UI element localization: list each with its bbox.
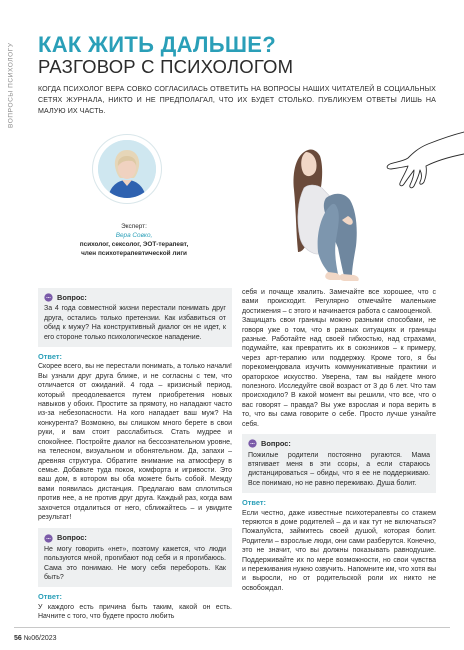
expert-caption [54,222,214,258]
page-number: 56 [14,635,22,642]
question-text: Не могу говорить «нет», поэтому кажется, что люди пользуются мной, прогибают под себя и я прогибаюсь. Сама это понимаю. Не могу себя перебороть. Как быть? [44,545,226,581]
answer-text-continued: Защищать свои границы можно разными способами, не говоря уже о том, что в разных ситуациях и границы разные. Работайте над своей гибкостью, над страхами, подумайте, как превратить их в союзников – к примеру, через арт-терапию или поддержку. Кроме того, я бы порекомендовала изучить коммуникативные практики и ораторское искусство. Уверена, там вы найдете много полезного. Исследуйте свой возраст от 3 до 6 лет. Что там происходило? В какой момент вы решили, что все, что о вас говорят – правда? Вы уже взрослая и пора верить в то, что вы сама говорите о себе. Просто лучше узнайте себя. [242,317,436,428]
expert-label: Эксперт: [121,223,147,230]
page-title: КАК ЖИТЬ ДАЛЬШЕ? [38,32,277,57]
speech-bubble-icon [248,439,257,448]
speech-bubble-icon [44,293,53,302]
question-text: За 4 года совместной жизни перестали понимать друг друга, остались только претензии. Как избавиться от обид к мужу? На конструктивный диалог он не идет, к его стороне только психологическое нападение. [44,305,226,341]
column-right [242,288,436,593]
page-subtitle: РАЗГОВОР С ПСИХОЛОГОМ [38,56,294,77]
page-footer [14,635,57,642]
question-box [242,434,436,493]
expert-name: Вера Совко, [115,232,153,239]
answer-text: Скорее всего, вы не перестали понимать, а только начали! Вы узнали друг друга ближе, и не согласны с тем, что отличается от ожиданий. 4 года – кризисный период, который преодолевается путем приобретения новых навыков у обоих. Простите за прямоту, но нападают часто из-за небезопасности. На кого нападает ваш муж? На конкурента? Возможно, вы слишком много берете в свои руки, и вам стоит расслабиться. Стать мудрее и спокойнее. Постройте диалог на бессознательном уровне, на телесном, визуальном и обонятельном. Да, запахи – древняя структура. Обратите внимание на атмосферу в семье. Добавьте туда покоя, комфорта и игривости. Это ваш дом, в котором вы оба можете быть собой. Между вами появилась дистанция. Предлагаю вам сплотиться против нее, а не против друг друга. Каждый раз, когда вам захочется отдалиться от него, сближайтесь – и увидите результат! [38,363,232,521]
expert-portrait-icon [98,140,156,198]
answer-text: Если честно, даже известные психотерапевты со стажем теряются в доме родителей – да и как тут не включаться? Пожалуйста, займитесь своей душой, которая болит. Родители – взрослые люди, они сами разберутся. Конечно, это не значит, что вы должны показывать равнодушие. Поддерживайте их по мере возможности, но свои чувства и переживания нужно озвучить. Напомните им, что хотя вы и выросли, но от родительской роли их никто не освобождал. [242,509,436,592]
question-box [38,528,232,587]
footer-divider [14,627,450,628]
answer-label: Ответ: [38,592,62,602]
expert-photo [98,140,156,198]
question-text: Пожилые родители постоянно ругаются. Мама втягивает меня в эти ссоры, а если стараюсь дистанцироваться – обиды, что я ее не поддерживаю. Все понимаю, но не равно переживаю. Душа болит. [248,451,430,487]
answer-label: Ответ: [38,352,62,362]
question-label: Вопрос: [261,439,291,449]
column-left [38,288,232,622]
answer-label: Ответ: [242,498,266,508]
expert-role-1: психолог, сексолог, ЭОТ-терапевт, [79,241,189,248]
section-tab: ВОПРОСЫ ПСИХОЛОГУ [7,42,15,128]
question-box [38,288,232,347]
answer-text-continued: себя и почаще хвалить. Замечайте все хорошее, что с вами происходит. Регулярно отмечайте маленькие достижения – с этого и начинается работа с самооценкой. [242,289,436,315]
question-header [44,533,226,542]
question-label: Вопрос: [57,293,87,302]
lead-paragraph: КОГДА ПСИХОЛОГ ВЕРА СОВКО СОГЛАСИЛАСЬ ОТВЕТИТЬ НА ВОПРОСЫ НАШИХ ЧИТАТЕЛЕЙ В СОЦИАЛЬНЫХ СЕТЯХ ЖУРНАЛА, НИКТО И НЕ ПРЕДПОЛАГАЛ, ЧТО ИХ БУДЕТ СТОЛЬКО. ПУБЛИКУЕМ ОТВЕТЫ ЛИШЬ НА МАЛУЮ ИХ ЧАСТЬ. [38,85,436,115]
question-header [248,439,430,448]
answer-text: У каждого есть причина быть таким, какой он есть. Начните с того, что будете просто любить [38,603,232,621]
question-header [44,293,226,302]
issue-number: №06/2023 [23,635,57,642]
expert-role-2: член психотерапевтической лиги [81,250,187,257]
hand-icon [387,132,464,188]
question-label: Вопрос: [57,533,87,543]
girl-figure [294,149,359,281]
speech-bubble-icon [44,534,53,543]
sitting-girl-illustration [268,128,464,290]
